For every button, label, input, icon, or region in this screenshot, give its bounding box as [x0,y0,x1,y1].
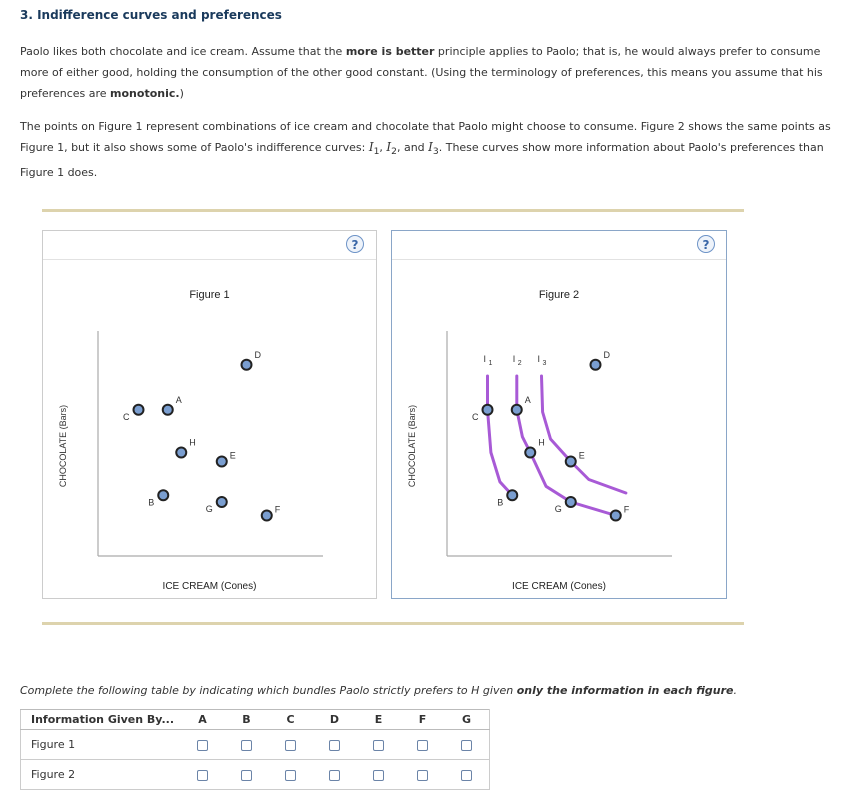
point-label-f: F [274,504,281,515]
checkbox-figure2-f[interactable] [417,770,428,781]
fig-text-2: , [379,141,387,154]
instruction-bold: only the information in each figure [516,684,734,697]
column-header-e: E [357,710,401,730]
column-header-c: C [269,710,313,730]
fig-text-4: . These curves show more information about Paolo's preferences than Figure 1 does. [20,141,824,180]
intro-text-2: principle applies to Paolo; that is, he would always prefer to consume more of either good, holding the consumption of the other good constant. (Using the terminology of preferences, this means you assume that his preferences are [20,45,823,100]
curve-label-text: I [483,354,487,364]
curve-label-i3 [538,354,547,367]
point-a [512,405,522,415]
fig-text-3: , and [396,141,429,154]
intro-text-3: ) [179,87,184,100]
checkbox-figure1-g[interactable] [461,740,472,751]
checkbox-figure2-g[interactable] [461,770,472,781]
column-header-b: B [225,710,269,730]
column-header-d: D [313,710,357,730]
point-label-e: E [229,450,236,461]
table-row-figure2 [21,760,490,790]
row-label-figure1: Figure 1 [21,730,181,760]
checkbox-figure2-b[interactable] [241,770,252,781]
point-label-f: F [623,504,630,515]
curve-label-sub: 2 [517,360,522,367]
point-f [611,511,621,521]
indifference-curve-i1 [488,376,513,495]
point-label-g: G [554,504,562,514]
question-title: 3. Indifference curves and preferences [20,8,282,22]
point-label-b: B [497,497,504,508]
figure2-title: Figure 2 [538,289,580,301]
figure2-plot [392,231,728,600]
point-label-b: B [148,497,155,508]
intro-bold-1: more is better [345,45,435,58]
point-label-e: E [578,450,585,461]
point-label-c: C [472,411,479,422]
instruction-text-1: Complete the following table by indicating which bundles Paolo strictly prefers to H given [20,684,517,697]
point-label-d: D [603,349,610,360]
curve-i1-symbol: I [368,140,374,154]
figure1-y-axis-label: CHOCOLATE (Bars) [58,404,68,488]
point-g [566,497,576,507]
column-header-a: A [181,710,225,730]
point-label-a: A [524,394,531,405]
section-divider-bottom [42,622,744,625]
figure1-plot [43,231,378,600]
table-instruction [20,684,737,697]
figure2-panel [391,230,727,599]
table-row-figure1 [21,730,490,760]
point-label-c: C [123,411,130,422]
column-header-f: F [401,710,445,730]
point-c [134,405,144,415]
checkbox-figure2-a[interactable] [197,770,208,781]
checkbox-figure2-e[interactable] [373,770,384,781]
point-c [483,405,493,415]
checkbox-figure1-d[interactable] [329,740,340,751]
point-label-a: A [175,394,182,405]
point-label-h: H [189,437,196,448]
figure1-panel [42,230,377,599]
section-divider-top [42,209,744,212]
checkbox-figure1-e[interactable] [373,740,384,751]
table-header-row [21,710,490,730]
point-label-g: G [205,504,213,514]
figure2-x-axis-label: ICE CREAM (Cones) [512,581,606,592]
table-header-label: Information Given By... [21,710,181,730]
point-b [158,490,168,500]
row-label-figure2: Figure 2 [21,760,181,790]
indifference-curve-i3 [542,376,626,493]
point-label-h: H [538,437,545,448]
checkbox-figure1-f[interactable] [417,740,428,751]
point-e [566,457,576,467]
curve-label-text: I [512,354,516,364]
curve-i2-symbol: I [386,140,392,154]
point-f [262,511,272,521]
point-a [163,405,173,415]
curve-label-i1 [484,354,493,367]
intro-text-1: Paolo likes both chocolate and ice cream. Assume that the [20,45,346,58]
point-h [525,448,535,458]
point-label-d: D [254,349,261,360]
curve-label-i2 [513,354,522,367]
curve-label-sub: 3 [542,360,547,367]
help-icon[interactable]: ? [346,235,364,253]
curve-i3-symbol: I [428,140,433,154]
figure2-y-axis-label: CHOCOLATE (Bars) [407,404,417,488]
curve-i3-sub: 3 [432,146,439,158]
intro-bold-2: monotonic. [110,87,180,100]
point-e [217,457,227,467]
curve-i2-sub: 2 [391,146,397,158]
indifference-curve-i2 [517,376,616,516]
point-d [242,360,252,370]
checkbox-figure2-d[interactable] [329,770,340,781]
curve-label-text: I [537,354,541,364]
help-icon[interactable]: ? [697,235,715,253]
checkbox-figure2-c[interactable] [285,770,296,781]
figure1-title: Figure 1 [189,289,230,301]
instruction-text-2: . [733,684,738,697]
point-g [217,497,227,507]
preference-table [20,709,490,790]
checkbox-figure1-a[interactable] [197,740,208,751]
checkbox-figure1-c[interactable] [285,740,296,751]
figure1-x-axis-label: ICE CREAM (Cones) [162,581,257,592]
fig-text-1: The points on Figure 1 represent combinations of ice cream and chocolate that Paolo might choose to consume. Figure 2 shows the same points as Figure 1, but it also shows some of Paolo's indifference curves: [20,120,831,154]
point-d [591,360,601,370]
point-b [507,490,517,500]
intro-paragraph [20,41,846,104]
point-h [176,448,186,458]
column-header-g: G [445,710,490,730]
curve-label-sub: 1 [488,360,493,367]
figures-paragraph [20,116,846,183]
checkbox-figure1-b[interactable] [241,740,252,751]
curve-i1-sub: 1 [373,146,380,158]
